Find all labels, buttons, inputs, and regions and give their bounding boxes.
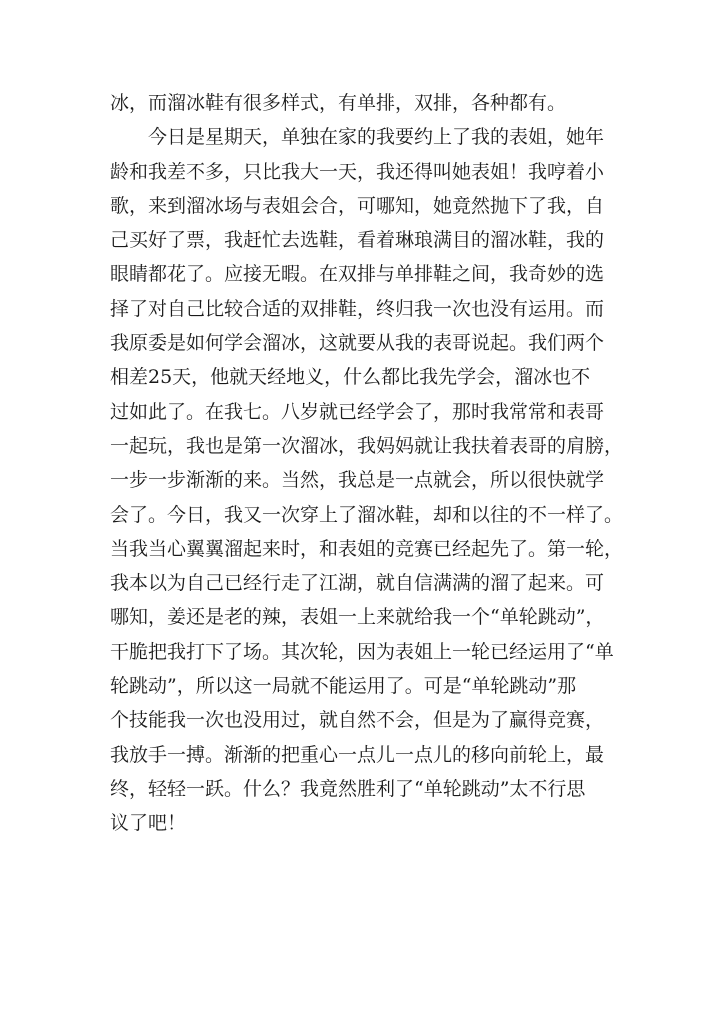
text-line: 我放手一搏。渐渐的把重心一点儿一点儿的移向前轮上，最 — [110, 743, 605, 766]
text-line: 一起玩，我也是第一次溜冰，我妈妈就让我扶着表哥的肩膀， — [110, 434, 624, 457]
text-line: 终，轻轻一跃。什么？我竟然胜利了“单轮跳动”太不行思 — [110, 777, 586, 800]
text-line: 歌，来到溜冰场与表姐会合，可哪知，她竟然抛下了我，自 — [110, 194, 605, 217]
text-line: 哪知，姜还是老的辣，表姐一上来就给我一个“单轮跳动”， — [110, 606, 605, 629]
text-line: 干脆把我打下了场。其次轮，因为表姐上一轮已经运用了“单 — [110, 640, 614, 663]
text-line: 当我当心翼翼溜起来时，和表姐的竞赛已经起先了。第一轮， — [110, 537, 624, 560]
text-line: 相差25天，他就天经地义，什么都比我先学会，溜冰也不 — [110, 366, 591, 389]
text-line: 择了对自己比较合适的双排鞋，终归我一次也没有运用。而 — [110, 297, 605, 320]
text-line: 议了吧！ — [110, 812, 187, 835]
text-line: 龄和我差不多，只比我大一天，我还得叫她表姐！我哼着小 — [110, 160, 605, 183]
text-line: 我本以为自己已经行走了江湖，就自信满满的溜了起来。可 — [110, 572, 605, 595]
text-line: 冰，而溜冰鞋有很多样式，有单排，双排，各种都有。 — [110, 92, 567, 114]
text-line: 个技能我一次也没用过，就自然不会，但是为了赢得竞赛， — [110, 709, 605, 732]
body-text — [110, 86, 624, 841]
text-line: 轮跳动”，所以这一局就不能运用了。可是“单轮跳动”那 — [110, 675, 577, 698]
text-line: 我原委是如何学会溜冰，这就要从我的表哥说起。我们两个 — [110, 332, 605, 355]
text-line: 眼睛都花了。应接无暇。在双排与单排鞋之间，我奇妙的选 — [110, 263, 605, 286]
paragraph-first-line: 今日是星期天，单独在家的我要约上了我的表姐，她年 — [148, 126, 605, 149]
text-line: 己买好了票，我赶忙去选鞋，看着琳琅满目的溜冰鞋，我的 — [110, 229, 605, 252]
text-line: 会了。今日，我又一次穿上了溜冰鞋，却和以往的不一样了。 — [110, 503, 624, 526]
text-line: 过如此了。在我七。八岁就已经学会了，那时我常常和表哥 — [110, 400, 605, 423]
text-line: 一步一步渐渐的来。当然，我总是一点就会，所以很快就学 — [110, 469, 605, 492]
